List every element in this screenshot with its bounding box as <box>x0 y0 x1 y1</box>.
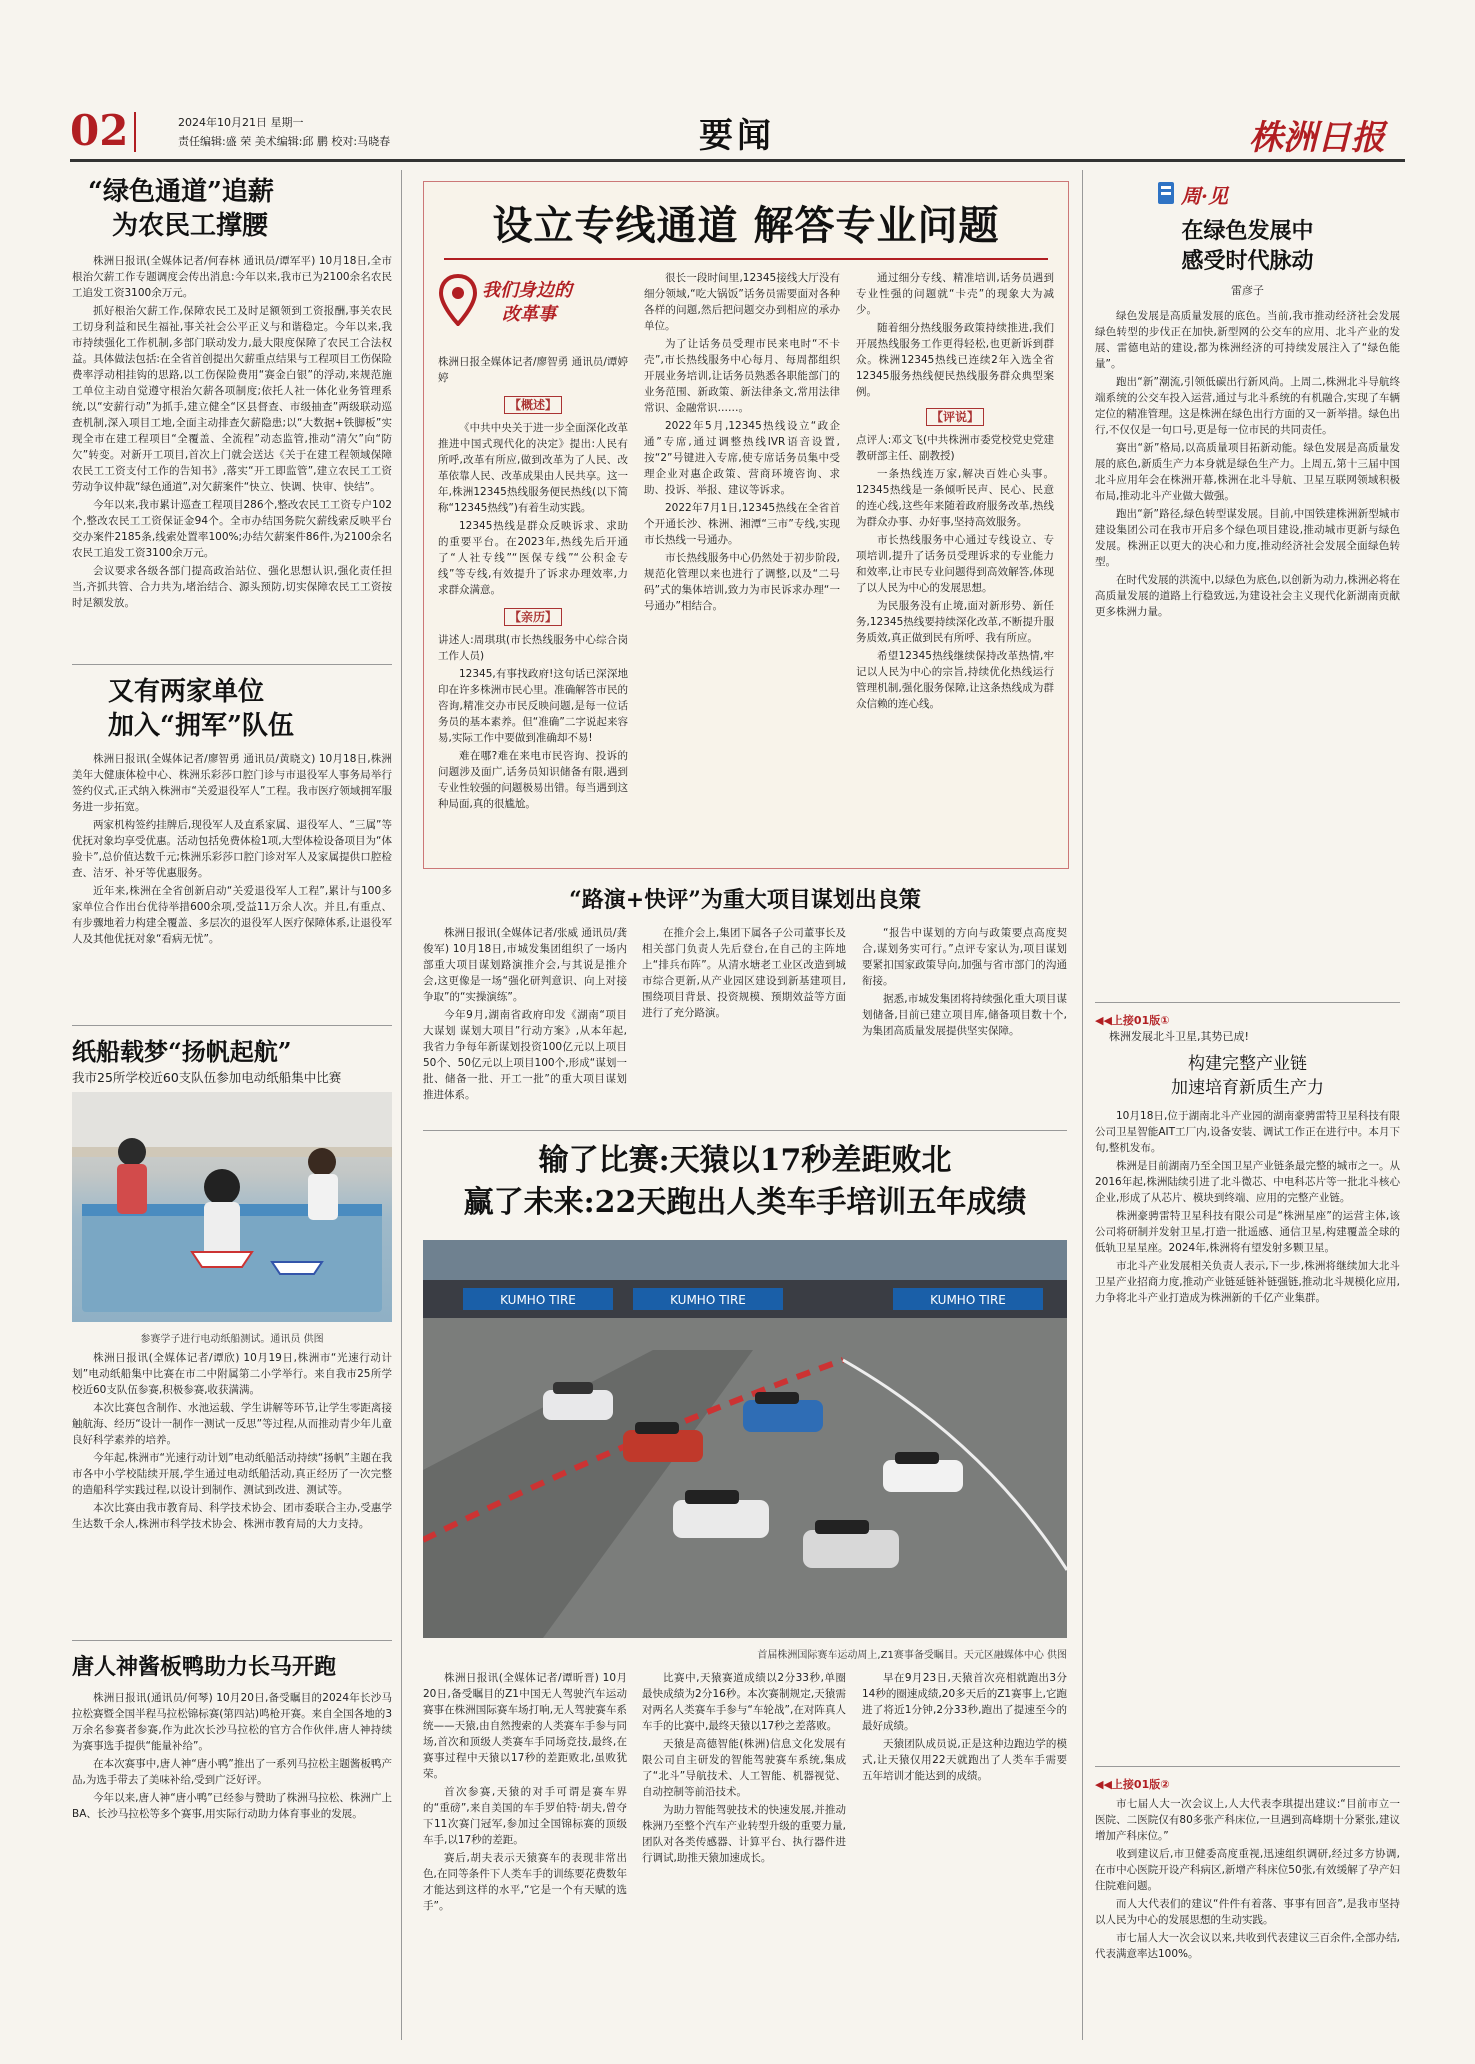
feature-paragraph: 一条热线连万家,解决百姓心头事。12345热线是一条倾听民声、民心、民意的连心线,这些年来随着政府服务改革,热线为群众办事、办好事,坚持高效服务。 <box>856 468 1054 528</box>
roadshow-col3 <box>862 925 1067 1041</box>
racing-col2 <box>642 1670 846 1868</box>
article-byline: 株洲日报讯(全媒体记者/谭昕晋) 10月20日,备受瞩目的Z1中国无人驾驶汽车运动赛事在株洲国际赛车场打响,无人驾驶赛车系统——天猿,由自然搜索的人类赛车手参与同场,首次和顶级人类赛车手同场竞技,最终,在赛事过程中天猿以17秒的差距败北,虽败犹荣。 <box>423 1672 627 1780</box>
article-paragraph: 而人大代表们的建议“件件有着落、事事有回音”,是我市坚持以人民为中心的发展思想的生动实践。 <box>1095 1898 1400 1926</box>
weekly-title-line1: 在绿色发展中 <box>1181 218 1314 244</box>
article-paragraph: 本次比赛包含制作、水池运载、学生讲解等环节,让学生零距离接触航海、经历“设计一制作一测试一反思”等过程,从而推动青少年儿童良好科学素养的培养。 <box>72 1402 392 1446</box>
column-paragraph: 在时代发展的洪流中,以绿色为底色,以创新为动力,株洲必将在高质量发展的道路上行稳致远,为建设社会主义现代化新湖南贡献更多株洲力量。 <box>1095 574 1400 618</box>
article-paragraph: 市七届人大一次会议上,人大代表李琪提出建议:“目前市立一医院、二医院仅有80多张产科床位,一旦遇到高峰期十分紧张,建议增加产科床位。” <box>1095 1798 1400 1842</box>
article-paragraph: 天猿团队成员说,正是这种边跑边学的模式,让天猿仅用22天就跑出了人类车手需要五年培训才能达到的成绩。 <box>862 1738 1067 1782</box>
article-byline: 株洲日报讯(全媒体记者/廖智勇 通讯员/黄晓文) 10月18日,株洲美年大健康体检中心、株洲乐彩莎口腔门诊与市退役军人事务局举行签约仪式,正式纳入株洲市“关爱退役军人”工程。我市医疗领域拥军服务进一步拓宽。 <box>72 753 392 813</box>
column-paragraph: 跑出“新”路径,绿色转型谋发展。目前,中国铁建株洲新型城市建设集团公司在我市开启多个绿色项目建设,推动城市更新与绿色发展。株洲正以更大的决心和力度,推动经济社会发展全面绿色转型。 <box>1095 508 1400 568</box>
feature-paragraph: 通过细分专线、精准培训,话务员遇到专业性强的问题就“卡壳”的现象大为减少。 <box>856 272 1054 316</box>
paper-boat-photo <box>72 1092 392 1322</box>
racing-headline-line2: 赢了未来:22天跑出人类车手培训五年成绩 <box>463 1185 1027 1220</box>
feature-box <box>423 181 1069 869</box>
masthead <box>70 108 1405 162</box>
stamp-line2: 改革事 <box>502 304 556 325</box>
separator <box>1095 1766 1400 1767</box>
section-title: 要闻 <box>699 116 775 156</box>
article-paragraph: 今年以来,唐人神“唐小鸭”已经参与赞助了株洲马拉松、株洲广上BA、长沙马拉松等多个赛事,用实际行动助力体育事业的发展。 <box>72 1792 392 1820</box>
overview-tag: 【概述】 <box>504 396 562 414</box>
feature-paragraph: 难在哪?难在来电市民咨询、投诉的问题涉及面广,话务员知识储备有限,遇到专业性较强的问题极易出错。每当遇到这种局面,真的很尴尬。 <box>438 750 628 810</box>
article-paragraph: 天猿是高德智能(株洲)信息文化发展有限公司自主研发的智能驾驶赛车系统,集成了“北斗”导航技术、人工智能、机器视觉、自动控制等前沿技术。 <box>642 1738 846 1798</box>
feature-left-column <box>438 272 628 814</box>
article-title: 唐人神酱板鸭助力长马开跑 <box>72 1654 337 1680</box>
article-byline: 株洲日报讯(通讯员/何琴) 10月20日,备受瞩目的2024年长沙马拉松赛暨全国半程马拉松锦标赛(第四站)鸣枪开赛。来自全国各地的3万余名参赛者参赛,作为此次长沙马拉松的官方合作伙伴,唐人神持续为赛事选手提供“能量补给”。 <box>72 1692 392 1752</box>
article-byline: 株洲日报讯(全媒体记者/谭欣) 10月19日,株洲市“光速行动计划”电动纸船集中比赛在市二中附属第二小学举行。来自我市25所学校近60支队伍参赛,积极参赛,收获满满。 <box>72 1352 392 1396</box>
feature-paragraph: 2022年5月,12345热线设立“政企通”专席,通过调整热线IVR语音设置,按“2”号键进入专席,使专席话务员集中受理企业对惠企政策、营商环境咨询、求助、投诉、举报、建议等诉求。 <box>644 420 840 496</box>
article-paragraph: 赛后,胡夫表示天猿赛车的表现非常出色,在同等条件下人类车手的训练要花费数年才能达到这样的水平,“它是一个有天赋的选手”。 <box>423 1852 627 1912</box>
article-byline: 株洲日报讯(全媒体记者/张威 通讯员/龚俊军) 10月18日,市城发集团组织了一场内部重大项目谋划路演推介会,与其说是推介会,这更像是一场“强化研判意识、向上对接争取”的“实操演练”。 <box>423 927 627 1003</box>
article-paragraph: 比赛中,天猿赛道成绩以2分33秒,单圈最快成绩为2分16秒。本次赛制规定,天猿需对两名人类赛车手参与“车轮战”,在对阵真人车手的比赛中,最终天猿以17秒之差落败。 <box>642 1672 846 1732</box>
column-paragraph: 赛出“新”格局,以高质量项目拓新动能。绿色发展是高质量发展的底色,新质生产力本身就是绿色生产力。上周五,第十三届中国北斗应用年会在株洲开幕,株洲在北斗导航、卫星互联网领域积极布局,推动北斗产业做大做强。 <box>1095 442 1400 502</box>
photo-caption: 首届株洲国际赛车运动周上,Z1赛事备受瞩目。天元区融媒体中心 供图 <box>757 1650 1067 1661</box>
feature-paragraph: 为了让话务员受理市民来电时“不卡壳”,市长热线服务中心每月、每周都组织开展业务培训,让话务员熟悉各职能部门的业务范围、新政策、新法律条文,常用法律常识、金融常识……。 <box>644 338 840 414</box>
article-title-line1: 构建完整产业链 <box>1188 1054 1307 1074</box>
reform-stamp <box>438 272 628 332</box>
feature-headline-underline <box>444 258 1048 260</box>
article-paragraph: 在推介会上,集团下属各子公司董事长及相关部门负责人先后登台,在自己的主阵地上“排兵布阵”。从清水塘老工业区改造到城市综合更新,从产业园区建设到新基建项目,围绕项目背景、投资规模、预期效益等方面进行了充分路演。 <box>642 927 846 1019</box>
jump-label[interactable]: ◀◀上接01版② <box>1095 1778 1170 1791</box>
article-paragraph: 收到建议后,市卫健委高度重视,迅速组织调研,经过多方协调,在市中心医院开设产科病区,新增产科床位50张,有效缓解了孕产妇住院难问题。 <box>1095 1848 1400 1892</box>
article-paragraph: 两家机构签约挂牌后,现役军人及直系家属、退役军人、“三属”等优抚对象均享受优惠。活动包括免费体检1项,大型体检设备项目为“体验卡”,总价值达数千元;株洲乐彩莎口腔门诊对军人及家属提供口腔检查、洁牙、补牙等优惠服务。 <box>72 819 392 879</box>
column-divider-left <box>401 170 402 2040</box>
article-army-units <box>72 675 392 949</box>
masthead-divider <box>134 112 136 152</box>
article-title: 纸船载梦“扬帆起航” <box>72 1037 292 1066</box>
article-title-line1: 又有两家单位 <box>108 677 265 707</box>
article-paragraph: 今年起,株洲市“光速行动计划”电动纸船活动持续“扬帆”主题在我市各中小学校陆续开展,学生通过电动纸船活动,真正经历了一次完整的造船科学实践过程,以设计到制作、测试到改进、测试等。 <box>72 1452 392 1496</box>
column-paragraph: 跑出“新”潮流,引领低碳出行新风尚。上周二,株洲北斗导航终端系统的公交车投入运营,通过与北斗系统的有机融合,实现了车辆定位的精准管理。这是株洲在绿色出行方面的又一新举措。绿色出行,不仅仅是一句口号,更是每一位市民的共同责任。 <box>1095 376 1400 436</box>
weekly-badge <box>1095 178 1400 208</box>
review-tag: 【评说】 <box>926 408 984 426</box>
feature-paragraph: 为民服务没有止境,面对新形势、新任务,12345热线要持续深化改革,不断提升服务质效,真正做到民有所呼、我有所应。 <box>856 600 1054 644</box>
sponsor-sign: KUMHO TIRE <box>930 1293 1006 1307</box>
article-paragraph: 今年9月,湖南省政府印发《湖南“项目大谋划 谋划大项目”行动方案》,从本年起,我省力争每年新谋划投资100亿元以上项目50个、50亿元以上项目100个,形成“谋划一批、储备一批、开工一批”的重大项目谋划推进体系。 <box>423 1009 627 1101</box>
stamp-line1: 我们身边的 <box>482 280 572 301</box>
paper-logo: 株洲日报 <box>1249 118 1385 158</box>
article-title-line2: 加速培育新质生产力 <box>1171 1078 1324 1098</box>
roadshow-col1 <box>423 925 627 1105</box>
weekly-author: 雷彦子 <box>1231 284 1264 297</box>
column-paragraph: 绿色发展是高质量发展的底色。当前,我市推动经济社会发展绿色转型的步伐正在加快,新型网的公交车的应用、北斗产业的发展、雷德电站的建设,都为株洲经济的可持续发展注入了“绿色能量”。 <box>1095 310 1400 370</box>
racing-headline-line1: 输了比赛:天猿以17秒差距败北 <box>538 1143 952 1178</box>
page-number: 02 <box>70 106 129 155</box>
witness-tag: 【亲历】 <box>504 608 562 626</box>
editors-line: 责任编辑:盛 荣 美术编辑:邱 鹏 校对:马晓春 <box>178 135 391 148</box>
feature-overview: 12345热线是群众反映诉求、求助的重要平台。在2023年,热线先后开通了“人社专线”“医保专线”“公积金专线”等专线,有效提升了诉求办理效率,力求群众满意。 <box>438 520 628 596</box>
separator <box>72 664 392 665</box>
article-paragraph: 市七届人大一次会议以来,共收到代表建议三百余件,全部办结,代表满意率达100%。 <box>1095 1932 1400 1960</box>
feature-paragraph: 市长热线服务中心仍然处于初步阶段,规范化管理以来也进行了调整,以及“二号码”式的集体培训,致力为市民诉求办理“一号通办”相结合。 <box>644 552 840 612</box>
article-title-line1: “绿色通道”追薪 <box>88 177 274 207</box>
feature-paragraph: 12345,有事找政府!这句话已深深地印在许多株洲市民心里。准确解答市民的咨询,精准交办市民反映问题,是每一位话务员的基本素养。但“准确”二字说起来容易,实际工作中要做到准确却不易! <box>438 668 628 744</box>
article-paragraph: 近年来,株洲在全省创新启动“关爱退役军人工程”,累计与100多家单位合作出台优待举措600余项,受益11万余人次。并且,有重点、有步骤地着力构建全覆盖、多层次的退役军人医疗保障体系,让退役军人及其他优抚对象“看病无忧”。 <box>72 885 392 945</box>
article-paragraph: 早在9月23日,天猿首次亮相就跑出3分14秒的圈速成绩,20多天后的Z1赛事上,它跑进了将近1分钟,2分33秒,跑出了提速至今的最好成绩。 <box>862 1672 1067 1732</box>
article-paragraph: 抓好根治欠薪工作,保障农民工及时足额领到工资报酬,事关农民工切身利益和民生福祉,事关社会公平正义与和谐稳定。今年以来,我市持续强化工作机制,多部门联动发力,最大限度保障了农民工合法权益。具体做法包括:在全省首创提出欠薪重点结果与工程项目工伤保险费率浮动相挂钩的思路,以工伤保险费用“赛金白银”的浮动,来规范施工单位主动自觉遵守根治欠薪各项制度;依托人社一体化业务管理系统,以“安薪行动”为抓手,建立健全“区县督查、市级抽查”两级联动巡查机制,深入项目工地,全面主动排查欠薪隐患;以“大数据+铁脚板”实现全市在建工程项目“全覆盖、全流程”动态监管,推动“清欠”向“防欠”转变。对新开工项目,首次上门就会送达《关于在建工程领域保障农民工工资支付工作的告知书》,落实“开工即监管”,建立农民工工资劳动争议仲裁“绿色通道”,对欠薪案件“快立、快调、快审、快结”。 <box>72 305 392 493</box>
feature-middle-column <box>644 270 840 616</box>
article-paragraph: 在本次赛事中,唐人神“唐小鸭”推出了一系列马拉松主题酱板鸭产品,为选手带去了美味补给,受到广泛好评。 <box>72 1758 392 1786</box>
article-paragraph: 株洲是目前湖南乃至全国卫星产业链条最完整的城市之一。从2016年起,株洲陆续引进了北斗微芯、中电科芯片等一批北斗核心企业,形成了从芯片、模块到终端、应用的完整产业链。 <box>1095 1160 1400 1204</box>
separator <box>72 1025 392 1026</box>
paper-boat-body <box>72 1350 392 1534</box>
article-paragraph: 首次参赛,天猿的对手可谓是赛车界的“重磅”,来自美国的车手罗伯特·胡夫,曾夺下11次赛门冠军,参加过全国锦标赛的顶级车手,以17秒的差距。 <box>423 1786 627 1846</box>
photo-caption: 参赛学子进行电动纸船测试。通讯员 供图 <box>140 1334 324 1345</box>
feature-paragraph: 希望12345热线继续保持改革热情,牢记以人民为中心的宗旨,持续优化热线运行管理机制,强化服务保障,让这条热线成为群众信赖的连心线。 <box>856 650 1054 710</box>
feature-paragraph: 2022年7月1日,12345热线在全省首个开通长沙、株洲、湘潭“三市”专线,实现市长热线一号通办。 <box>644 502 840 546</box>
article-paper-boat <box>72 1036 392 1092</box>
jump-label[interactable]: ◀◀上接01版① <box>1095 1014 1170 1027</box>
pen-icon <box>1155 180 1177 206</box>
feature-reviewer: 点评人:邓文飞(中共株洲市委党校党史党建教研部主任、副教授) <box>856 434 1054 462</box>
article-paragraph: 据悉,市城发集团将持续强化重大项目谋划储备,目前已建立项目库,储备项目数十个,为集团高质量发展提供坚实保障。 <box>862 993 1067 1037</box>
article-party-congress <box>1095 1776 1400 1964</box>
article-satellite <box>1095 1012 1400 1308</box>
feature-byline: 株洲日报全媒体记者/廖智勇 通讯员/谭婷婷 <box>438 356 628 384</box>
racing-col1 <box>423 1670 627 1916</box>
weekly-title-line2: 感受时代脉动 <box>1181 248 1314 274</box>
sponsor-sign: KUMHO TIRE <box>500 1293 576 1307</box>
article-paragraph: 市北斗产业发展相关负责人表示,下一步,株洲将继续加大北斗卫星产业招商力度,推动产业链延链补链强链,推动北斗规模化应用,力争将北斗产业打造成为株洲新的千亿产业集群。 <box>1095 1260 1400 1304</box>
feature-right-column <box>856 270 1054 714</box>
article-paragraph: 10月18日,位于湖南北斗产业园的湖南豪骋雷特卫星科技有限公司卫星智能AIT工厂内,设备安装、调试工作正在进行中。本月下旬,整机发布。 <box>1095 1110 1400 1154</box>
sponsor-sign: KUMHO TIRE <box>670 1293 746 1307</box>
article-subtitle: 我市25所学校近60支队伍参加电动纸船集中比赛 <box>72 1070 342 1085</box>
article-green-channel <box>72 175 392 613</box>
weekly-column <box>1095 178 1400 622</box>
roadshow-title: “路演+快评”为重大项目谋划出良策 <box>569 887 921 913</box>
feature-overview: 《中共中央关于进一步全面深化改革 推进中国式现代化的决定》提出:人民有所呼,改革有所应,做到改革为了人民、改革依靠人民、改革成果由人民共享。这一年,株洲12345热线服务便民热线(以下简称“12345热线”)有着生动实践。 <box>438 422 628 514</box>
location-pin-icon <box>438 274 478 326</box>
racing-photo <box>423 1240 1067 1638</box>
article-paragraph: “报告中谋划的方向与政策要点高度契合,谋划务实可行。”点评专家认为,项目谋划要紧扣国家政策导向,加强与省市部门的沟通衔接。 <box>862 927 1067 987</box>
column-divider-right <box>1082 170 1083 2040</box>
issue-date: 2024年10月21日 星期一 <box>178 116 304 129</box>
feature-witness: 讲述人:周琪琪(市长热线服务中心综合岗工作人员) <box>438 634 628 662</box>
racing-illustration <box>423 1240 1067 1638</box>
separator <box>423 1130 1067 1131</box>
article-paragraph: 为助力智能驾驶技术的快速发展,并推动株洲乃至整个汽车产业转型升级的重要力量,团队对各类传感器、计算平台、执行器件进行调试,助推天猿加速成长。 <box>642 1804 846 1864</box>
paper-boat-illustration <box>72 1092 392 1322</box>
jump-text: 株洲发展北斗卫星,其势已成! <box>1109 1030 1249 1043</box>
article-title-line2: 加入“拥军”队伍 <box>108 711 294 741</box>
masthead-rule <box>70 159 1405 162</box>
feature-paragraph: 很长一段时间里,12345接线大厅没有细分领域,“吃大锅饭”话务员需要面对各种各样的问题,然后把问题交办到相应的承办单位。 <box>644 272 840 332</box>
article-paragraph: 株洲豪骋雷特卫星科技有限公司是“株洲星座”的运营主体,该公司将研制并发射卫星,打造一批遥感、通信卫星,构建覆盖全球的低轨卫星星座。2024年,株洲将有望发射多颗卫星。 <box>1095 1210 1400 1254</box>
feature-headline: 设立专线通道 解答专业问题 <box>492 202 1000 249</box>
separator <box>1095 1002 1400 1003</box>
feature-paragraph: 市长热线服务中心通过专线设立、专项培训,提升了话务员受理诉求的专业能力和效率,让市民专业问题得到高效解答,体现了以人民为中心的发展思想。 <box>856 534 1054 594</box>
article-paragraph: 会议要求各级各部门提高政治站位、强化思想认识,强化责任担当,齐抓共管、合力共为,堵治结合、源头预防,切实保障农民工工资按时足额发放。 <box>72 565 392 609</box>
separator <box>72 1640 392 1641</box>
article-paragraph: 今年以来,我市累计巡查工程项目286个,整改农民工工资专户102个,整改农民工工资保证金94个。全市办结国务院欠薪线索反映平台交办案件2185条,线索处置率100%;办结欠薪案件86件,为2100余名农民工追发工资3100余万元。 <box>72 499 392 559</box>
article-title-line2: 为农民工撑腰 <box>112 211 269 241</box>
article-duck-sauce <box>72 1652 392 1824</box>
racing-col3 <box>862 1670 1067 1786</box>
weekly-badge-text: 周·见 <box>1181 184 1228 208</box>
article-byline: 株洲日报讯(全媒体记者/何春林 通讯员/谭军平) 10月18日,全市根治欠薪工作专题调度会传出消息:今年以来,我市已为2100余名农民工追发工资3100余万元。 <box>72 255 392 299</box>
article-paragraph: 本次比赛由我市教育局、科学技术协会、团市委联合主办,受惠学生达数千余人,株洲市科学技术协会、株洲市教育局的大力支持。 <box>72 1502 392 1530</box>
roadshow-col2 <box>642 925 846 1023</box>
feature-paragraph: 随着细分热线服务政策持续推进,我们开展热线服务工作更得轻松,也更新诉到群众。株洲12345热线已连续2年入选全省12345服务热线便民热线服务群众典型案例。 <box>856 322 1054 398</box>
